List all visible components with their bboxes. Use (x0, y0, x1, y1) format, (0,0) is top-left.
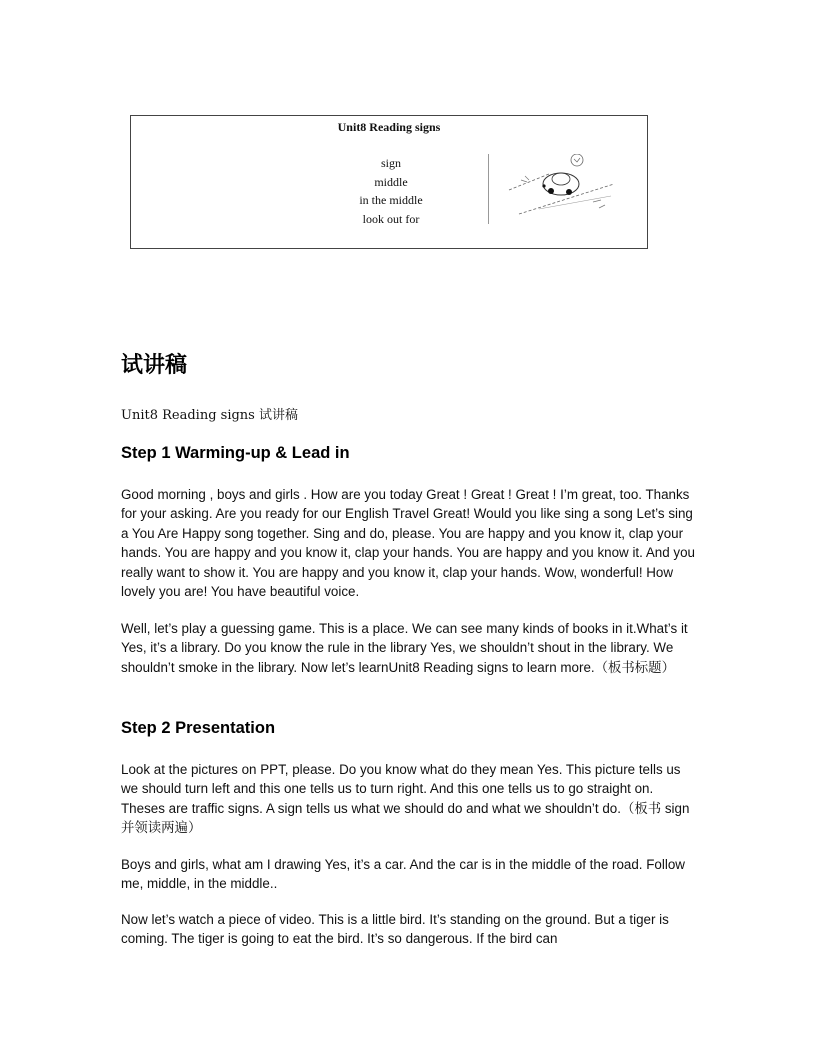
board-title: Unit8 Reading signs (337, 120, 441, 134)
vocab-word: sign (380, 156, 401, 170)
vocab-word: middle (374, 174, 408, 189)
step-1-heading: Step 1 Warming-up & Lead in (121, 444, 350, 462)
paragraph: Good morning , boys and girls . How are you today Great ! Great ! Great ! I’m great, too. Thanks for your asking. Are you ready for our English Travel Great! Would you like sing a song Let’s sing a You Are Happy song together. Sing and do, please. You are happy and you know it, clap your hands. You are happy and you know it, clap your hands. You are happy and you know it. And you really want to show it. You are happy and you know it, clap your hands. Wow, wonderful! How lovely you are! You have beautiful voice. (121, 487, 695, 600)
paragraph: Boys and girls, what am I drawing Yes, it’s a car. And the car is in the middle of the road. Follow me, middle, in the middle.. (121, 857, 685, 892)
road-car-sketch-icon (488, 154, 617, 224)
page-title: 试讲稿 (121, 353, 188, 378)
step-2-heading: Step 2 Presentation (121, 719, 276, 737)
vocabulary-list (341, 154, 441, 228)
document-subtitle: Unit8 Reading signs 试讲稿 (121, 408, 298, 423)
paragraph: Well, let’s play a guessing game. This is a place. We can see many kinds of books in it.What’s it Yes, it’s a library. Do you know the rule in the library Yes, we shouldn’t shout in the library. We shouldn’t smoke in the library. Now let’s learnUnit8 Reading signs to learn more.（板书标题） (121, 621, 688, 675)
paragraph: Now let’s watch a piece of video. This is a little bird. It’s standing on the ground. But a tiger is coming. The tiger is going to eat the bird. It’s so dangerous. If the bird can (121, 912, 669, 947)
blackboard-design-box (130, 115, 648, 249)
vocab-word: in the middle (359, 193, 423, 207)
vocab-word: look out for (362, 211, 420, 226)
paragraph: Look at the pictures on PPT, please. Do you know what do they mean Yes. This picture tells us we should turn left and this one tells us to turn right. And this one tells us to go straight on. Theses are traffic signs. A sign tells us what we should do and what we shouldn’t do.（板书 sign 并领读两遍） (121, 762, 690, 836)
